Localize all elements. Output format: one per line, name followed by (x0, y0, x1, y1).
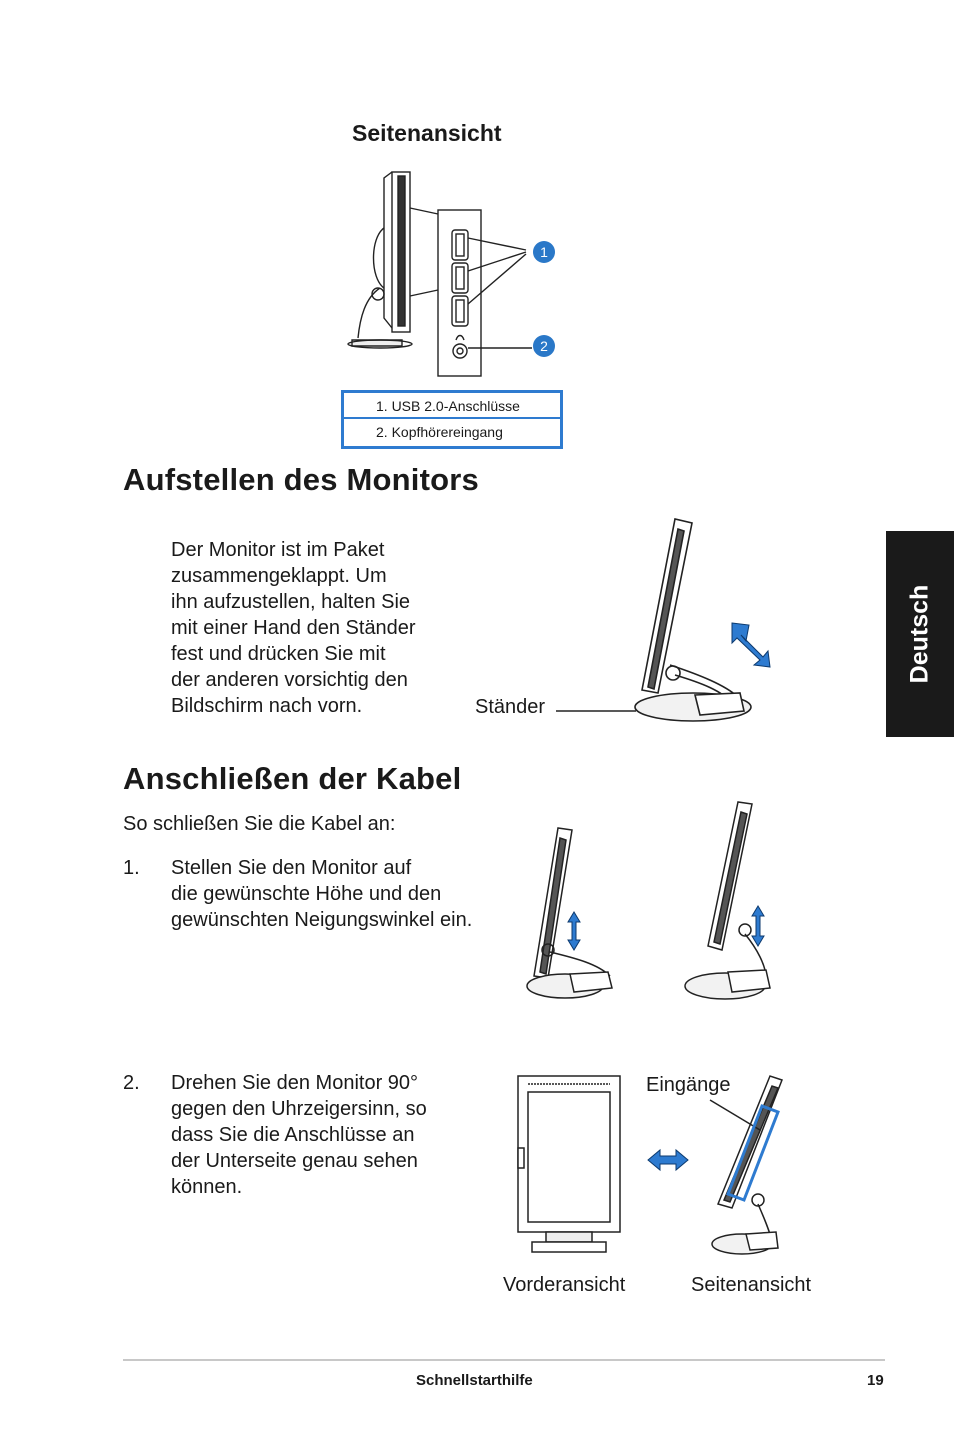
section-title-setup: Aufstellen des Monitors (123, 462, 479, 497)
setup-line: mit einer Hand den Ständer (171, 617, 416, 639)
stand-label: Ständer (475, 696, 546, 718)
step2-line: dass Sie die Anschlüsse an (171, 1124, 415, 1146)
setup-line: ihn aufzustellen, halten Sie (171, 591, 411, 613)
setup-line: der anderen vorsichtig den (171, 669, 408, 691)
setup-line: Der Monitor ist im Paket (171, 539, 385, 561)
front-view-label: Vorderansicht (503, 1274, 626, 1296)
step1-line: Stellen Sie den Monitor auf (171, 857, 412, 879)
step1-line: gewünschten Neigungswinkel ein. (171, 909, 473, 931)
language-tab-label: Deutsch (905, 584, 934, 684)
callout-2: 2 (533, 335, 555, 357)
height-adjust-illustration (520, 800, 780, 1005)
step1-number: 1. (123, 857, 140, 879)
step2-line: der Unterseite genau sehen (171, 1150, 418, 1172)
footer-divider (123, 1359, 885, 1361)
language-tab (886, 531, 954, 737)
step1-text (171, 855, 491, 933)
cables-intro: So schließen Sie die Kabel an: (123, 813, 396, 835)
step2-line: können. (171, 1176, 243, 1198)
setup-line: Bildschirm nach vorn. (171, 695, 363, 717)
callout-1: 1 (533, 241, 555, 263)
legend-item-usb: 1. USB 2.0-Anschlüsse (344, 393, 560, 419)
side-view-label: Seitenansicht (691, 1274, 812, 1296)
step1-line: die gewünschte Höhe und den (171, 883, 442, 905)
legend-item-headphone: 2. Kopfhörereingang (376, 424, 503, 440)
side-view-legend (341, 390, 563, 449)
side-view-heading: Seitenansicht (352, 120, 502, 146)
page-number: 19 (867, 1372, 884, 1389)
setup-line: zusammengeklappt. Um (171, 565, 387, 587)
footer-title: Schnellstarthilfe (416, 1372, 533, 1389)
step2-line: Drehen Sie den Monitor 90° (171, 1072, 419, 1094)
setup-paragraph (171, 537, 471, 719)
step2-text (171, 1070, 471, 1200)
section-title-cables: Anschließen der Kabel (123, 761, 462, 796)
step2-line: gegen den Uhrzeigersinn, so (171, 1098, 427, 1120)
setup-line: fest und drücken Sie mit (171, 643, 386, 665)
rotate-monitor-illustration (510, 1072, 790, 1262)
step2-number: 2. (123, 1072, 140, 1094)
inputs-label: Eingänge (646, 1074, 731, 1096)
